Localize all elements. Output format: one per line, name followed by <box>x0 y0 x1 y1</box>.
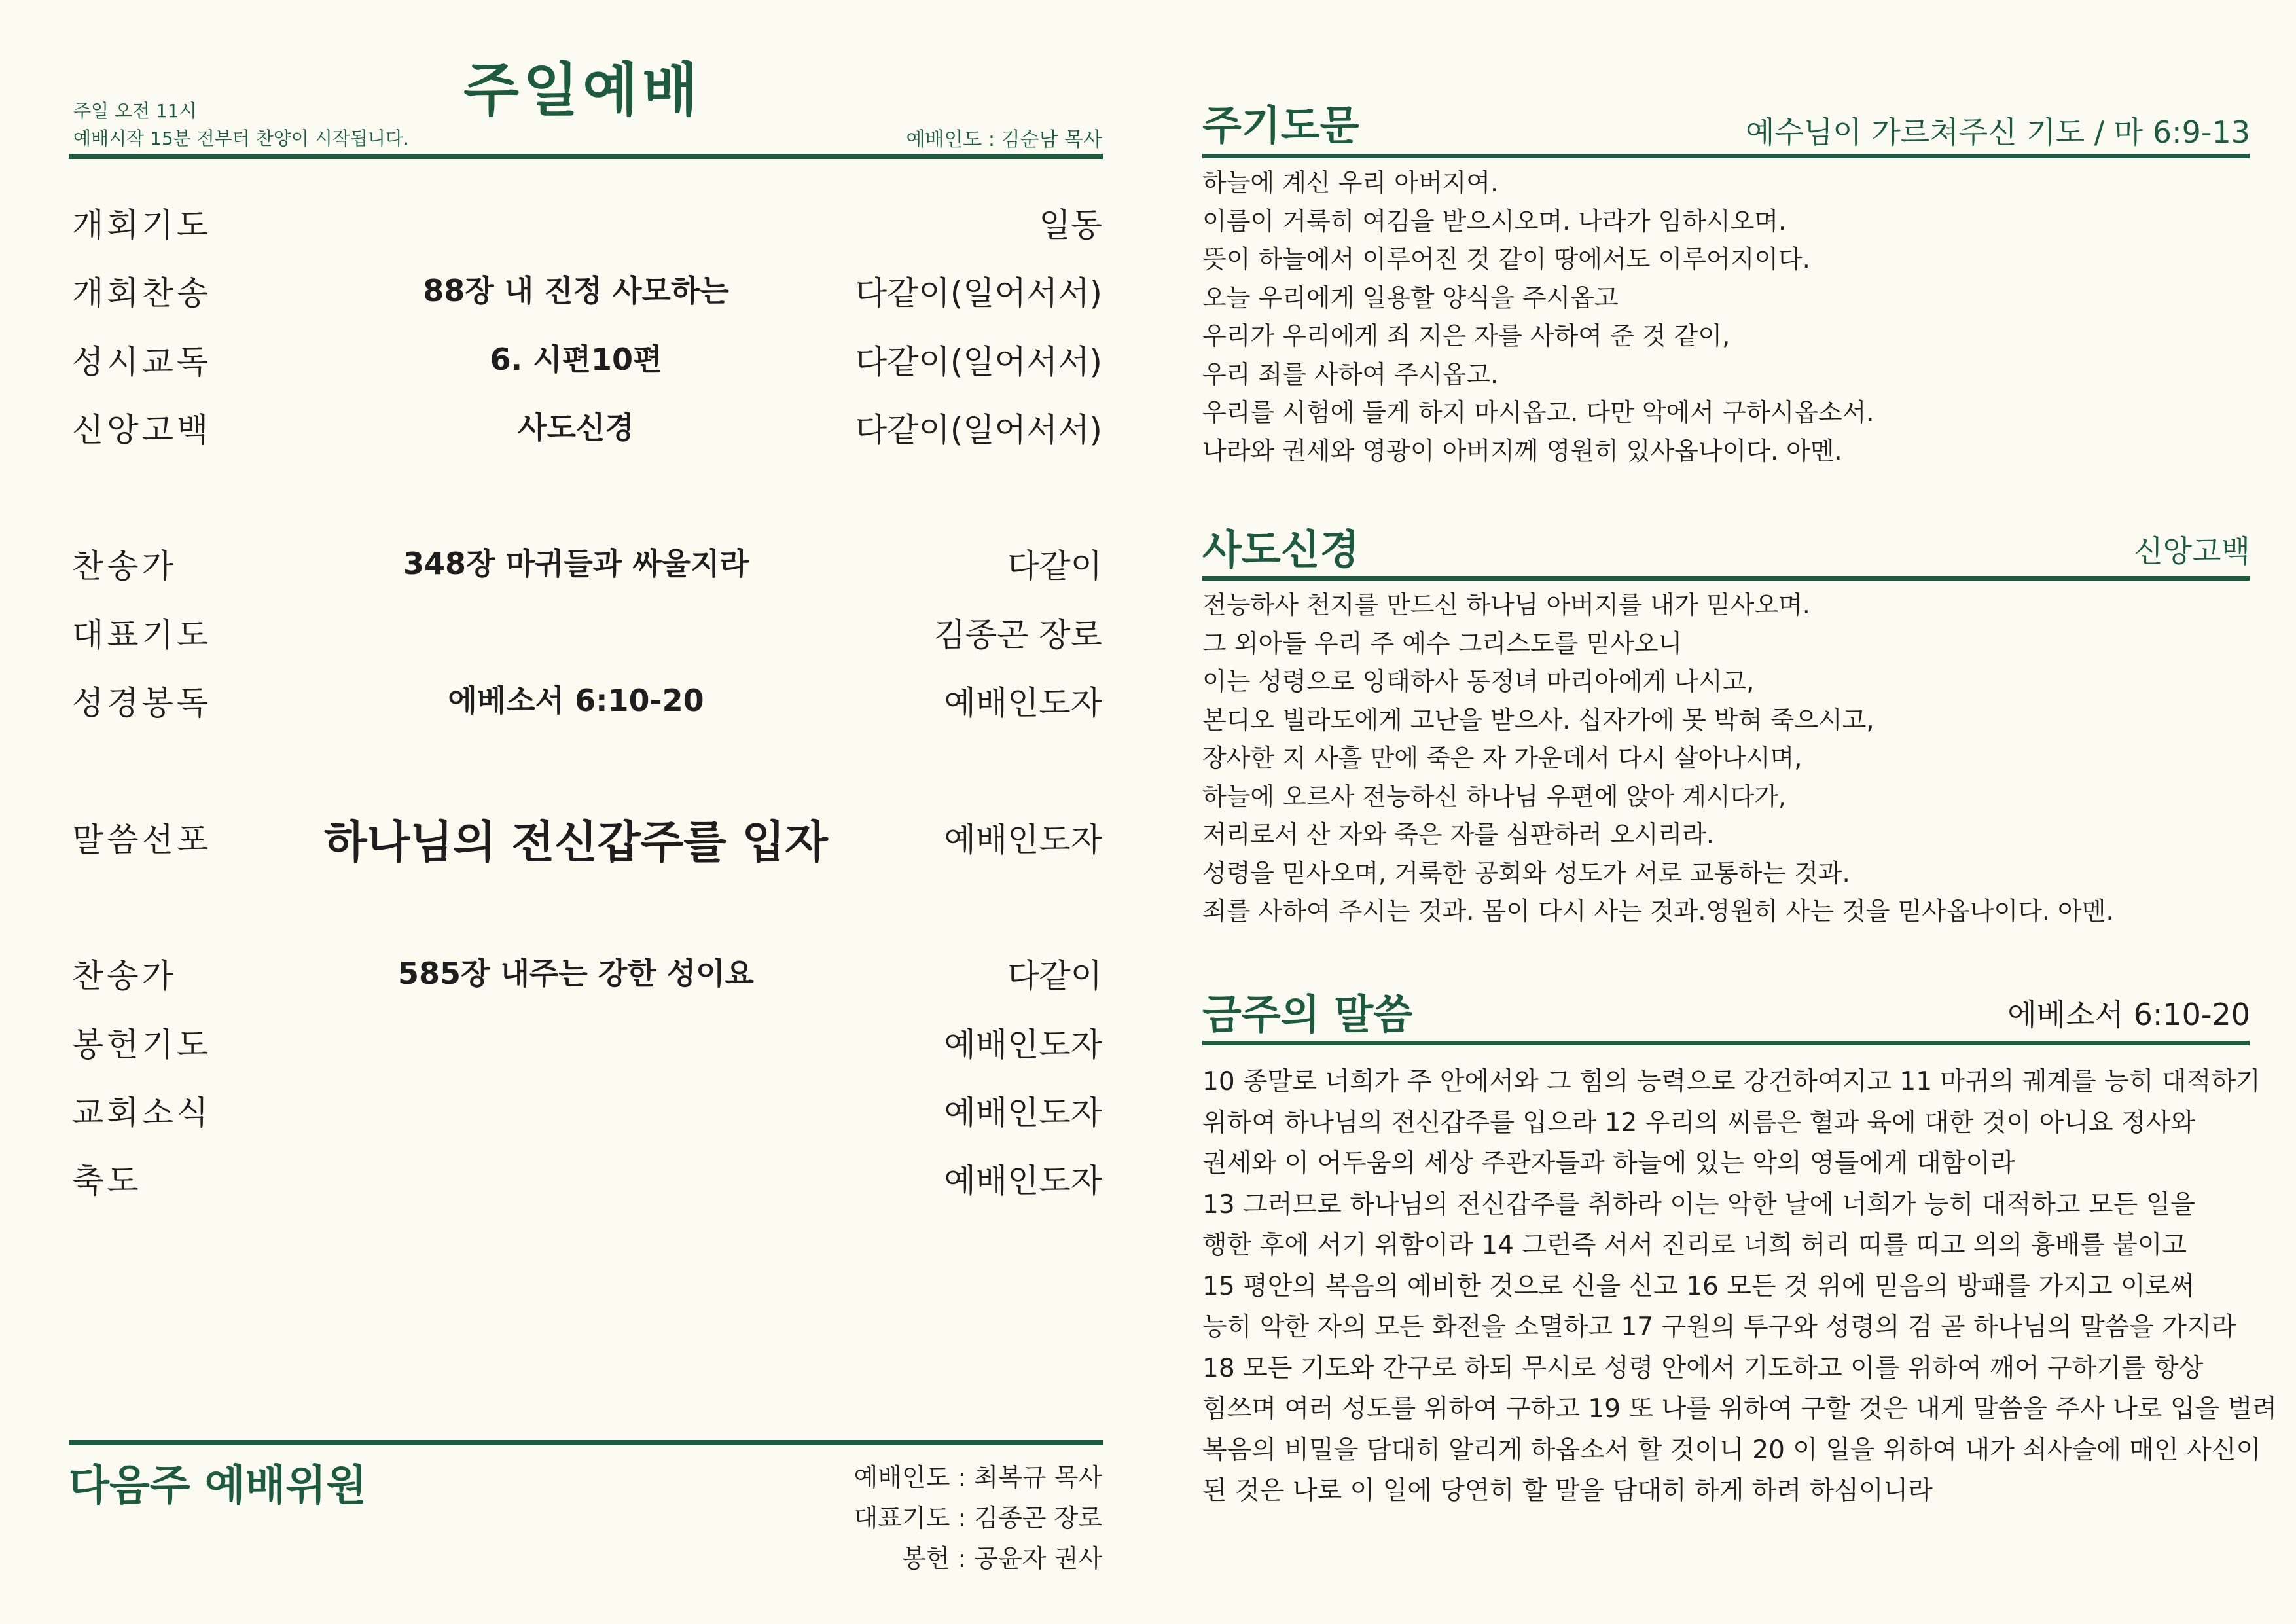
text-line: 하늘에 오르사 전능하신 하나님 우편에 앉아 계시다가, <box>1202 782 1787 811</box>
creed-title: 사도신경 <box>1202 526 1359 573</box>
text-line: 나라와 권세와 영광이 아버지께 영원히 있사옵나이다. 아멘. <box>1202 436 1842 465</box>
lords-prayer-text <box>1202 164 1874 470</box>
footer-divider <box>69 1440 1103 1445</box>
text-line: 18 모든 기도와 간구로 하되 무시로 성령 안에서 기도하고 이를 위하여 깨어 구하기를 항상 <box>1202 1353 2204 1383</box>
next-week-line: 예배인도 : 최복규 목사 <box>853 1463 1102 1492</box>
text-line: 행한 후에 서기 위함이라 14 그런즉 서서 진리로 너희 허리 띠를 띠고 의의 흉배를 붙이고 <box>1202 1231 2187 1260</box>
order-participant: 예배인도자 <box>944 1094 1102 1132</box>
word-divider <box>1202 1041 2250 1045</box>
order-participant: 일동 <box>1039 206 1102 244</box>
text-line: 10 종말로 너희가 주 안에서와 그 힘의 능력으로 강건하여지고 11 마귀의 궤계를 능히 대적하기 <box>1202 1067 2261 1096</box>
text-line: 이는 성령으로 잉태하사 동정녀 마리아에게 나시고, <box>1202 667 1755 696</box>
sermon-title: 하나님의 전신갑주를 입자 <box>324 817 828 869</box>
service-note: 예배시작 15분 전부터 찬양이 시작됩니다. <box>73 128 409 149</box>
order-label: 말씀선포 <box>72 821 212 859</box>
order-label: 찬송가 <box>72 957 177 995</box>
next-week-line: 봉헌 : 공윤자 권사 <box>902 1544 1102 1573</box>
order-row <box>72 404 1102 456</box>
service-time: 주일 오전 11시 <box>73 100 197 122</box>
order-label: 찬송가 <box>72 547 177 585</box>
order-participant: 다같이(일어서서) <box>855 411 1102 449</box>
order-participant: 다같이(일어서서) <box>855 343 1102 381</box>
order-row <box>72 609 1102 661</box>
word-title: 금주의 말씀 <box>1202 990 1413 1038</box>
text-line: 우리가 우리에게 죄 지은 자를 사하여 준 것 같이, <box>1202 321 1731 350</box>
service-leader: 예배인도 : 김순남 목사 <box>906 128 1102 151</box>
lords-prayer-divider <box>1202 154 2250 158</box>
page-title: 주일예배 <box>463 56 702 124</box>
word-subtitle: 에베소서 6:10-20 <box>2007 997 2250 1032</box>
order-participant: 예배인도자 <box>944 684 1102 722</box>
text-line: 능히 악한 자의 모든 화전을 소멸하고 17 구원의 투구와 성령의 검 곧 하나님의 말씀을 가지라 <box>1202 1312 2236 1342</box>
order-participant: 김종곤 장로 <box>933 616 1102 654</box>
text-line: 힘쓰며 여러 성도를 위하여 구하고 19 또 나를 위하여 구할 것은 내게 말씀을 주사 나로 입을 벌려 <box>1202 1394 2277 1424</box>
order-row <box>72 814 1102 869</box>
text-line: 전능하사 천지를 만드신 하나님 아버지를 내가 믿사오며. <box>1202 590 1810 619</box>
creed-subtitle: 신앙고백 <box>2134 533 2250 569</box>
order-row <box>72 336 1102 388</box>
creed-text <box>1202 586 2114 931</box>
text-line: 복음의 비밀을 담대히 알리게 하옵소서 할 것이니 20 이 일을 위하여 내가 쇠사슬에 매인 사신이 <box>1202 1435 2261 1465</box>
text-line: 15 평안의 복음의 예비한 것으로 신을 신고 16 모든 것 위에 믿음의 방패를 가지고 이로써 <box>1202 1271 2195 1301</box>
text-line: 장사한 지 사흘 만에 죽은 자 가운데서 다시 살아나시며, <box>1202 744 1803 772</box>
lords-prayer-title: 주기도문 <box>1202 101 1359 149</box>
order-label: 성경봉독 <box>72 684 212 722</box>
creed-divider <box>1202 576 2250 581</box>
order-label: 축도 <box>72 1162 142 1200</box>
order-participant: 다같이 <box>1007 547 1102 585</box>
order-title: 에베소서 6:10-20 <box>448 683 704 718</box>
lords-prayer-subtitle: 예수님이 가르쳐주신 기도 / 마 6:9-13 <box>1745 115 2250 150</box>
order-row <box>72 1087 1102 1139</box>
header-divider <box>69 154 1103 159</box>
text-line: 우리를 시험에 들게 하지 마시옵고. 다만 악에서 구하시옵소서. <box>1202 398 1874 427</box>
order-participant: 다같이(일어서서) <box>855 274 1102 312</box>
order-label: 대표기도 <box>72 616 212 654</box>
word-text <box>1202 1062 2277 1512</box>
text-line: 그 외아들 우리 주 예수 그리스도를 믿사오니 <box>1202 628 1683 658</box>
order-participant: 예배인도자 <box>944 1162 1102 1200</box>
order-title: 88장 내 진정 사모하는 <box>423 273 729 308</box>
order-label: 개회기도 <box>72 206 212 244</box>
order-title: 348장 마귀들과 싸울지라 <box>403 546 749 581</box>
text-line: 본디오 빌라도에게 고난을 받으사. 십자가에 못 박혀 죽으시고, <box>1202 705 1874 734</box>
next-week-line: 대표기도 : 김종곤 장로 <box>853 1504 1102 1532</box>
order-title: 사도신경 <box>518 410 634 445</box>
text-line: 죄를 사하여 주시는 것과. 몸이 다시 사는 것과.영원히 사는 것을 믿사옵나이다. 아멘. <box>1202 897 2114 926</box>
order-row <box>72 1155 1102 1207</box>
order-label: 신앙고백 <box>72 411 212 449</box>
order-label: 교회소식 <box>72 1094 212 1132</box>
text-line: 뜻이 하늘에서 이루어진 것 같이 땅에서도 이루어지이다. <box>1202 245 1810 274</box>
order-participant: 다같이 <box>1007 957 1102 995</box>
text-line: 저리로서 산 자와 죽은 자를 심판하러 오시리라. <box>1202 820 1715 849</box>
order-row <box>72 199 1102 251</box>
order-label: 성시교독 <box>72 343 212 381</box>
order-row <box>72 677 1102 729</box>
order-row <box>72 950 1102 1002</box>
text-line: 성령을 믿사오며, 거룩한 공회와 성도가 서로 교통하는 것과. <box>1202 858 1850 888</box>
text-line: 이름이 거룩히 여김을 받으시오며. 나라가 임하시오며. <box>1202 206 1787 236</box>
readings-page <box>1148 0 2296 1624</box>
order-participant: 예배인도자 <box>944 1026 1102 1064</box>
text-line: 하늘에 계신 우리 아버지여. <box>1202 168 1499 197</box>
order-row <box>72 1019 1102 1071</box>
text-line: 된 것은 나로 이 일에 당연히 할 말을 담대히 하게 하려 하심이니라 <box>1202 1476 1933 1506</box>
text-line: 오늘 우리에게 일용할 양식을 주시옵고 <box>1202 283 1619 312</box>
text-line: 13 그러므로 하나님의 전신갑주를 취하라 이는 악한 날에 너희가 능히 대적하고 모든 일을 <box>1202 1189 2195 1219</box>
text-line: 권세와 이 어두움의 세상 주관자들과 하늘에 있는 악의 영들에게 대함이라 <box>1202 1149 2015 1178</box>
text-line: 우리 죄를 사하여 주시옵고. <box>1202 359 1499 389</box>
order-participant: 예배인도자 <box>944 821 1102 859</box>
order-title: 585장 내주는 강한 성이요 <box>398 956 754 991</box>
next-week-title: 다음주 예배위원 <box>69 1462 367 1510</box>
text-line: 위하여 하나님의 전신갑주를 입으라 12 우리의 씨름은 혈과 육에 대한 것이 아니요 정사와 <box>1202 1108 2195 1138</box>
order-label: 개회찬송 <box>72 274 212 312</box>
order-row <box>72 267 1102 319</box>
order-title: 6. 시편10편 <box>490 342 662 377</box>
order-label: 봉헌기도 <box>72 1026 212 1064</box>
order-row <box>72 540 1102 592</box>
